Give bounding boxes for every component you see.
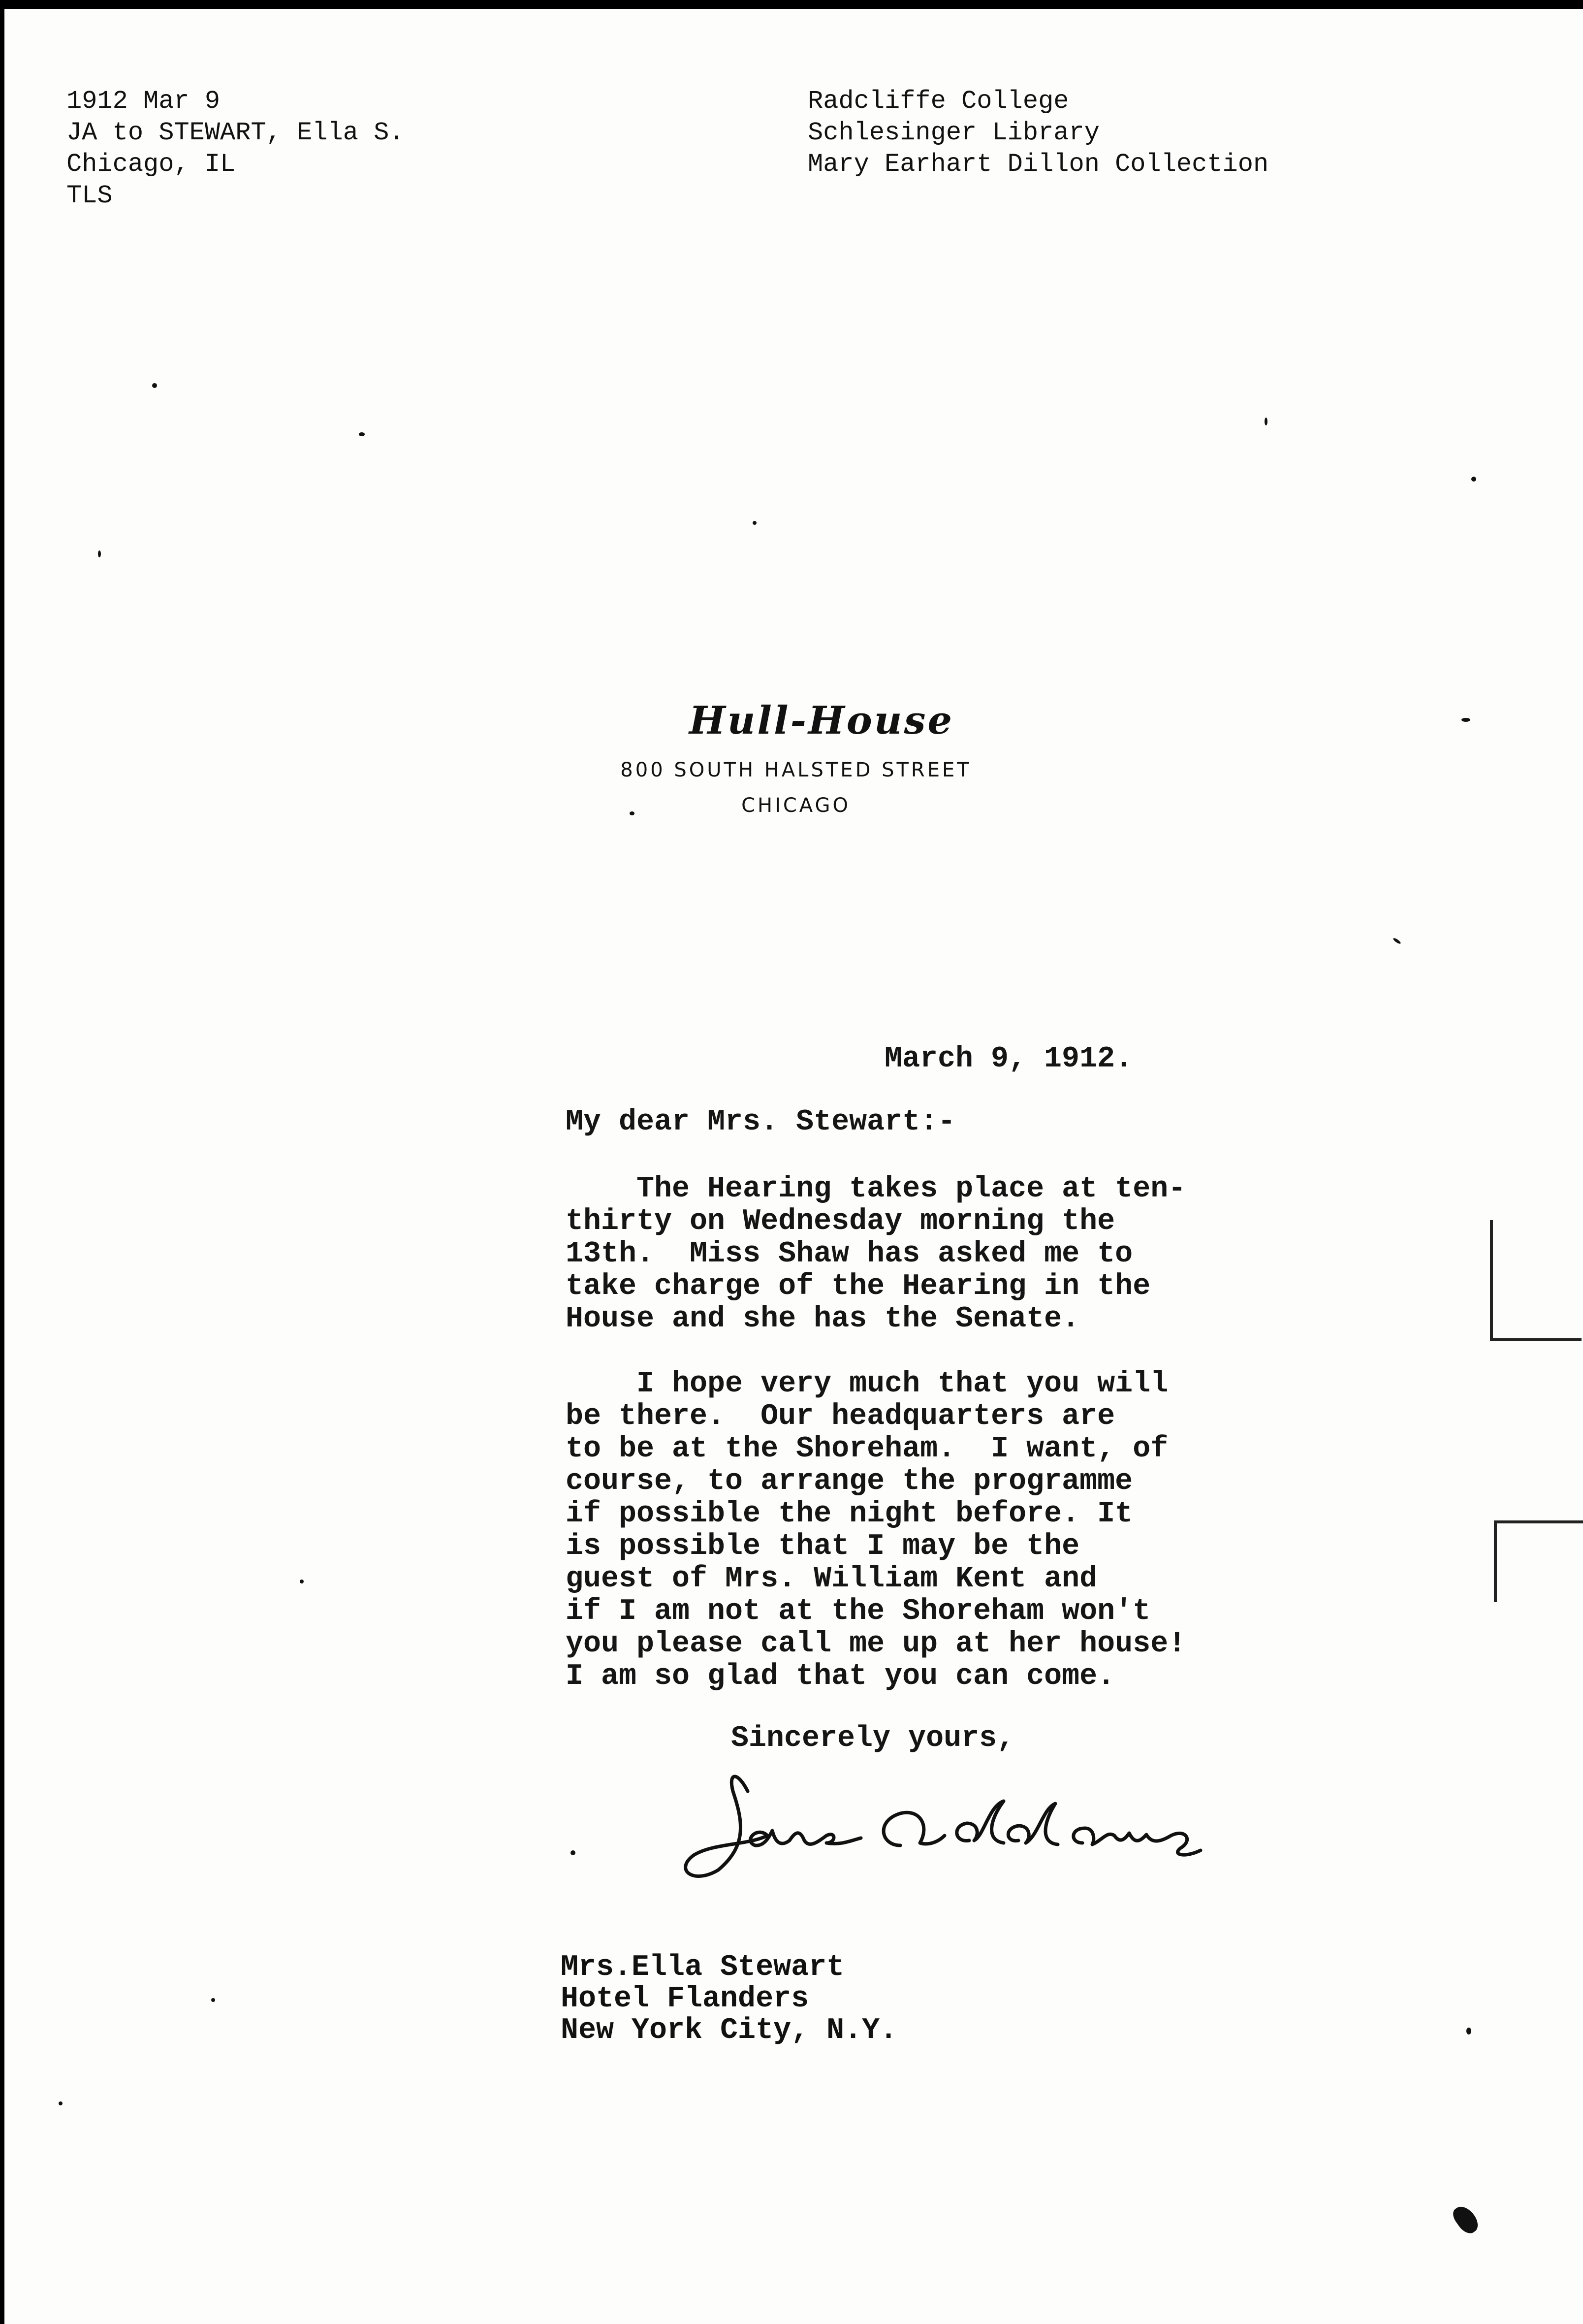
recipient-line: Hotel Flanders bbox=[561, 1982, 809, 2016]
scan-speck bbox=[359, 432, 365, 436]
scan-speck bbox=[1450, 2202, 1482, 2237]
scan-speck bbox=[570, 1850, 575, 1855]
scan-speck bbox=[59, 2101, 63, 2105]
recipient-line: Mrs.Ella Stewart bbox=[561, 1951, 845, 1984]
body-line: take charge of the Hearing in the bbox=[566, 1270, 1151, 1303]
body-line: if I am not at the Shoreham won't bbox=[566, 1595, 1151, 1628]
letterhead-street: 800 SOUTH HALSTED STREET bbox=[620, 759, 972, 781]
letterhead-city: CHICAGO bbox=[741, 794, 851, 817]
repository-line: Mary Earhart Dillon Collection bbox=[808, 150, 1269, 179]
body-line: The Hearing takes place at ten- bbox=[566, 1172, 1186, 1206]
body-line: to be at the Shoreham. I want, of bbox=[566, 1432, 1169, 1466]
catalog-line: TLS bbox=[66, 181, 113, 210]
scan-speck bbox=[1393, 937, 1401, 944]
body-line: I am so glad that you can come. bbox=[566, 1660, 1115, 1693]
letterhead-name: Hull-House bbox=[689, 698, 954, 743]
body-line: course, to arrange the programme bbox=[566, 1465, 1133, 1498]
body-line: thirty on Wednesday morning the bbox=[566, 1205, 1115, 1238]
body-line: if possible the night before. It bbox=[566, 1497, 1133, 1531]
catalog-note bbox=[66, 86, 405, 212]
signature-image bbox=[664, 1762, 1274, 1880]
recipient-address bbox=[561, 1952, 897, 2046]
body-line: is possible that I may be the bbox=[566, 1530, 1080, 1563]
catalog-line: Chicago, IL bbox=[66, 150, 236, 179]
body-line: you please call me up at her house! bbox=[566, 1627, 1186, 1661]
catalog-line: 1912 Mar 9 bbox=[66, 87, 221, 116]
scan-speck bbox=[1466, 2028, 1471, 2034]
salutation: My dear Mrs. Stewart:- bbox=[566, 1105, 956, 1139]
recipient-line: New York City, N.Y. bbox=[561, 2014, 898, 2047]
body-line: I hope very much that you will bbox=[566, 1367, 1169, 1401]
scan-bracket-mark bbox=[1494, 1520, 1583, 1602]
scan-speck bbox=[98, 550, 101, 557]
scan-speck bbox=[630, 811, 634, 815]
body-line: guest of Mrs. William Kent and bbox=[566, 1562, 1098, 1596]
scan-speck bbox=[152, 383, 157, 388]
scan-speck bbox=[300, 1580, 304, 1583]
letter-date: March 9, 1912. bbox=[885, 1042, 1133, 1076]
catalog-line: JA to STEWART, Ella S. bbox=[66, 118, 405, 147]
scan-speck bbox=[211, 1998, 215, 2002]
body-paragraph bbox=[566, 1173, 1186, 1335]
body-line: be there. Our headquarters are bbox=[566, 1400, 1115, 1433]
scan-speck bbox=[1471, 477, 1476, 482]
scan-bracket-mark bbox=[1490, 1220, 1582, 1341]
body-line: 13th. Miss Shaw has asked me to bbox=[566, 1237, 1133, 1271]
repository-line: Radcliffe College bbox=[808, 87, 1069, 116]
repository-line: Schlesinger Library bbox=[808, 118, 1100, 147]
repository-note bbox=[808, 86, 1268, 180]
scan-speck bbox=[753, 521, 757, 525]
closing: Sincerely yours, bbox=[731, 1722, 1015, 1755]
scan-speck bbox=[1265, 418, 1267, 425]
body-paragraph bbox=[566, 1368, 1186, 1693]
scan-speck bbox=[1461, 718, 1470, 722]
letterhead bbox=[4, 698, 1583, 817]
body-line: House and she has the Senate. bbox=[566, 1302, 1080, 1336]
